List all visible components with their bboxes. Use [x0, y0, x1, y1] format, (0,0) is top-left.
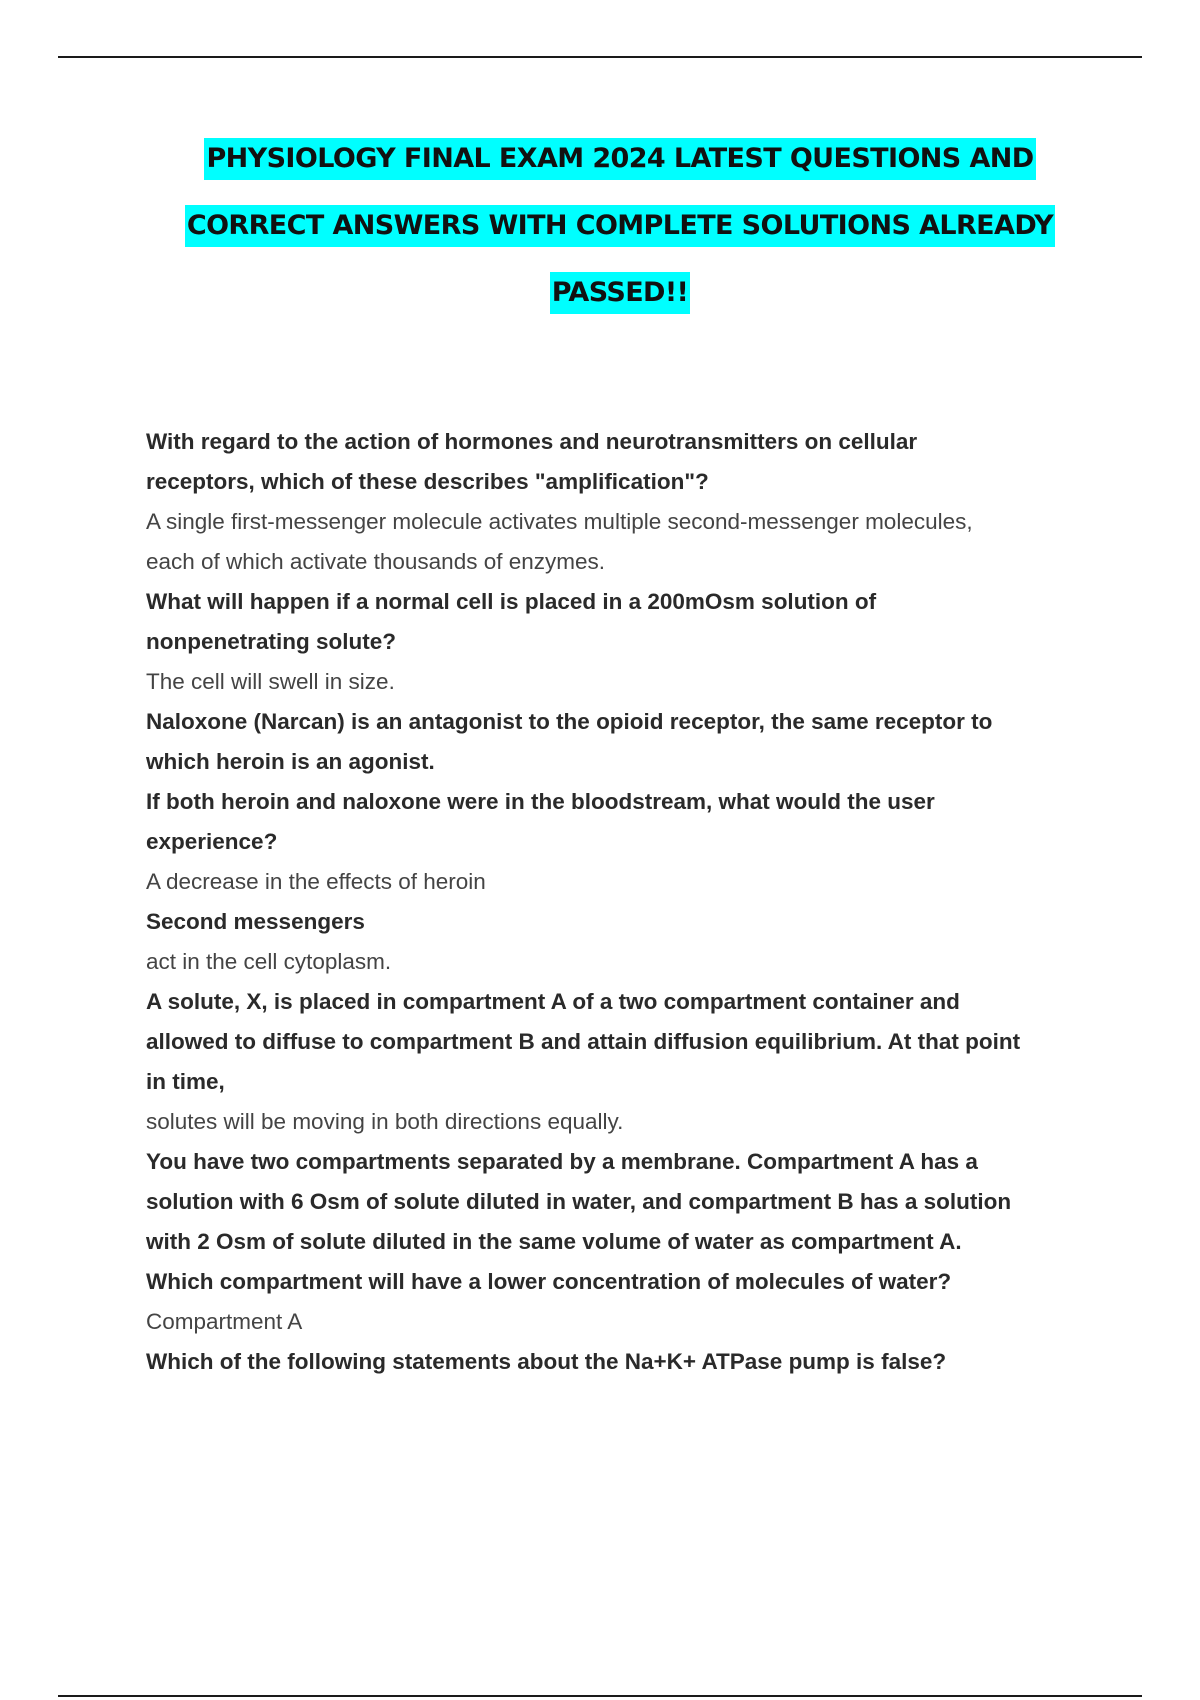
- question-text: receptors, which of these describes "amplification"?: [146, 469, 709, 494]
- question-text: with 2 Osm of solute diluted in the same volume of water as compartment A.: [146, 1229, 962, 1254]
- question-text: With regard to the action of hormones and neurotransmitters on cellular: [146, 429, 918, 454]
- title-line-1: PHYSIOLOGY FINAL EXAM 2024 LATEST QUESTIONS AND: [204, 138, 1035, 180]
- answer-text: Compartment A: [146, 1309, 303, 1334]
- question-text: Which of the following statements about the Na+K+ ATPase pump is false?: [146, 1349, 947, 1374]
- question-text: allowed to diffuse to compartment B and attain diffusion equilibrium. At that point: [146, 1029, 1021, 1054]
- qa-list: [146, 422, 1096, 1382]
- title-line-2: CORRECT ANSWERS WITH COMPLETE SOLUTIONS ALREADY: [185, 205, 1055, 247]
- question-text: solution with 6 Osm of solute diluted in water, and compartment B has a solution: [146, 1189, 1012, 1214]
- question-text: which heroin is an agonist.: [146, 749, 435, 774]
- question-text: Which compartment will have a lower concentration of molecules of water?: [146, 1269, 952, 1294]
- question-text: A solute, X, is placed in compartment A of a two compartment container and: [146, 989, 960, 1014]
- question-text: You have two compartments separated by a membrane. Compartment A has a: [146, 1149, 978, 1174]
- document-title: [100, 138, 1140, 339]
- answer-text: each of which activate thousands of enzymes.: [146, 549, 606, 574]
- question-text: Naloxone (Narcan) is an antagonist to the opioid receptor, the same receptor to: [146, 709, 993, 734]
- question-text: Second messengers: [146, 909, 365, 934]
- answer-text: act in the cell cytoplasm.: [146, 949, 392, 974]
- question-text: experience?: [146, 829, 278, 854]
- question-text: in time,: [146, 1069, 225, 1094]
- answer-text: A single first-messenger molecule activates multiple second-messenger molecules,: [146, 509, 973, 534]
- title-line-3: PASSED!!: [550, 272, 691, 314]
- question-text: nonpenetrating solute?: [146, 629, 396, 654]
- answer-text: The cell will swell in size.: [146, 669, 395, 694]
- footer-rule: [58, 1695, 1142, 1697]
- answer-text: A decrease in the effects of heroin: [146, 869, 486, 894]
- header-rule: [58, 56, 1142, 58]
- question-text: If both heroin and naloxone were in the bloodstream, what would the user: [146, 789, 935, 814]
- answer-text: solutes will be moving in both directions equally.: [146, 1109, 624, 1134]
- question-text: What will happen if a normal cell is placed in a 200mOsm solution of: [146, 589, 877, 614]
